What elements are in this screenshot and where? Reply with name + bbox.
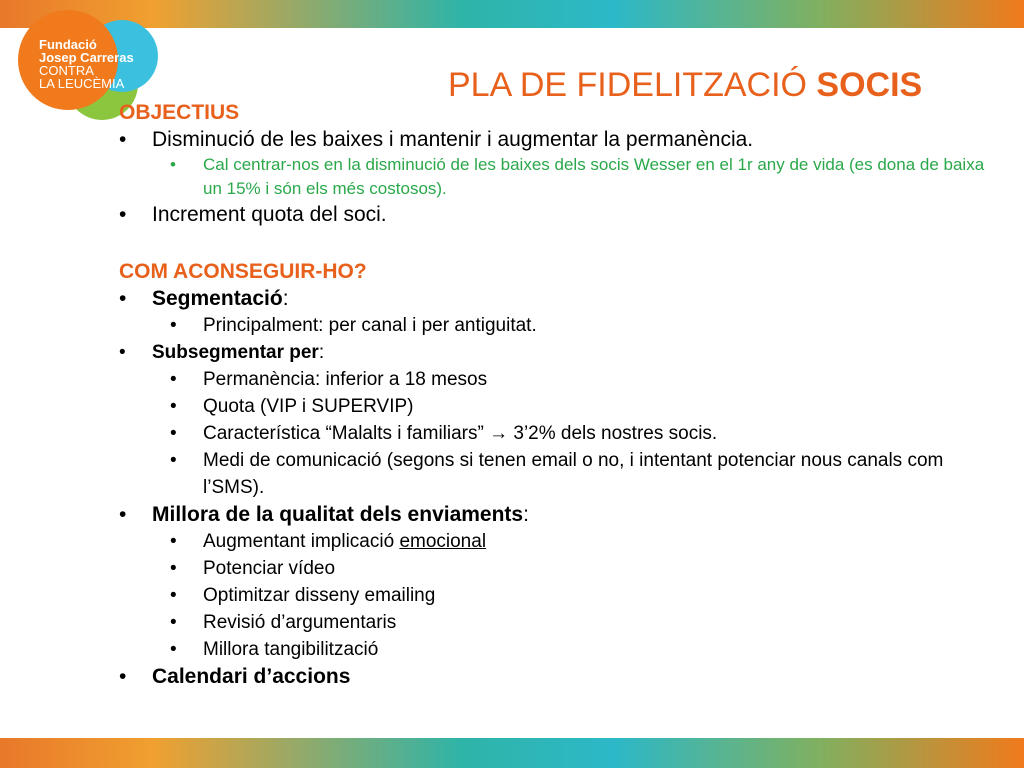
subseg-item-3: • Característica “Malalts i familiars” → 3’2% dels nostres socis. bbox=[119, 420, 999, 447]
millora-item-2: • Potenciar vídeo bbox=[119, 555, 999, 582]
item-segmentacio bbox=[119, 285, 999, 312]
subseg-suffix: : bbox=[318, 342, 325, 363]
subseg-label: Subsegmentar per bbox=[152, 342, 319, 363]
subseg-item-2: • Quota (VIP i SUPERVIP) bbox=[119, 393, 999, 420]
segmentacio-label: Segmentació bbox=[152, 287, 283, 310]
millora-suffix: : bbox=[523, 503, 529, 526]
millora-item-5: • Millora tangibilització bbox=[119, 636, 999, 663]
subseg-item-1: • Permanència: inferior a 18 mesos bbox=[119, 366, 999, 393]
slide-content bbox=[119, 100, 999, 690]
item-calendari bbox=[119, 663, 999, 690]
bottom-color-band bbox=[0, 738, 1024, 768]
millora-item-3: • Optimitzar disseny emailing bbox=[119, 582, 999, 609]
title-accent: SOCIS bbox=[816, 66, 923, 104]
calendari-label: Calendari d’accions bbox=[152, 665, 351, 688]
millora-item-1-prefix: Augmentant implicació bbox=[203, 531, 400, 552]
item-millora bbox=[119, 501, 999, 528]
objectiu-item-2: • Increment quota del soci. bbox=[119, 201, 999, 228]
objectiu-item-1: • Disminució de les baixes i mantenir i augmentar la permanència. bbox=[119, 126, 999, 153]
millora-label: Millora de la qualitat dels enviaments bbox=[152, 503, 524, 526]
logo-line-1: Fundació bbox=[39, 37, 97, 52]
millora-item-1 bbox=[119, 528, 999, 555]
segmentacio-suffix: : bbox=[282, 287, 289, 310]
millora-item-4: • Revisió d’argumentaris bbox=[119, 609, 999, 636]
logo-line-4: LA LEUCÈMIA bbox=[39, 76, 125, 91]
objectiu-item-1-note: • Cal centrar-nos en la disminució de les baixes dels socis Wesser en el 1r any de vida (es dona de baixa un 15% i són els més costosos). bbox=[119, 153, 999, 201]
item-subsegmentar bbox=[119, 339, 999, 366]
heading-objectius: OBJECTIUS bbox=[119, 101, 240, 124]
logo-text bbox=[39, 38, 134, 90]
subseg-item-4: • Medi de comunicació (segons si tenen email o no, i intentant potenciar nous canals com l’SMS). bbox=[119, 447, 999, 501]
logo-line-2: Josep Carreras bbox=[39, 50, 134, 65]
logo-line-3: CONTRA bbox=[39, 63, 94, 78]
title-main: PLA DE FIDELITZACIÓ bbox=[448, 66, 817, 104]
millora-item-1-underlined: emocional bbox=[399, 531, 487, 552]
heading-com-aconseguir: COM ACONSEGUIR-HO? bbox=[119, 260, 367, 283]
segmentacio-sub: • Principalment: per canal i per antiguitat. bbox=[119, 312, 999, 339]
section-spacer bbox=[119, 228, 999, 259]
